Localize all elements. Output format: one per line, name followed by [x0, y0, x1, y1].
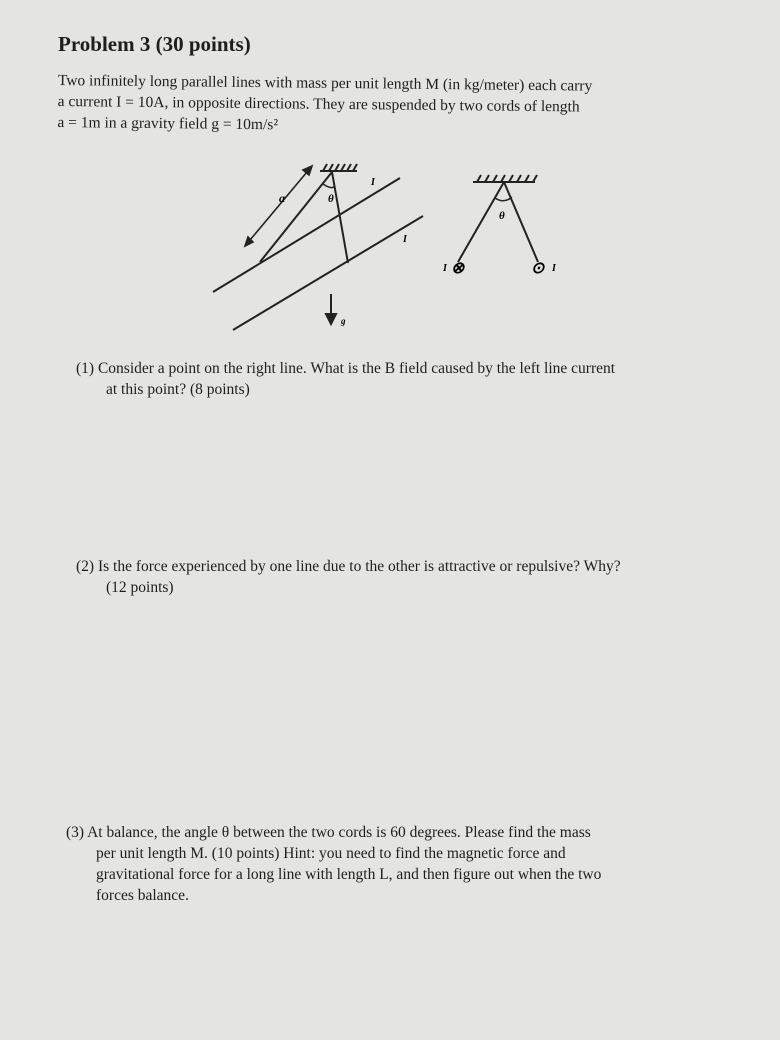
current-line-lower: [233, 216, 423, 330]
problem-intro: [57, 70, 708, 140]
question-number: (3): [66, 824, 85, 841]
question-text: Is the force experienced by one line due to the other is attractive or repulsive? Why?: [97, 558, 621, 575]
label-I-dot: I: [552, 263, 556, 274]
intro-line: Two infinitely long parallel lines with mass per unit length M (in kg/meter) each carry: [57, 71, 593, 95]
label-theta-right: θ: [499, 210, 505, 222]
ceiling-hatch-right: [473, 175, 537, 182]
gravity-arrow: [326, 294, 336, 324]
question-number: (1): [76, 360, 95, 377]
current-line-upper: [213, 178, 400, 292]
question-number: (2): [76, 558, 95, 575]
problem-title: Problem 3 (30 points): [58, 32, 251, 56]
label-g: g: [341, 316, 346, 326]
dimension-arrow-a: [245, 166, 312, 246]
label-theta-left: θ: [328, 193, 334, 205]
question-text: at this point? (8 points): [106, 381, 250, 398]
question-text: (12 points): [106, 579, 174, 596]
label-I-lower: I: [403, 234, 407, 245]
question-text: Consider a point on the right line. What is the B field caused by the left line current: [97, 360, 616, 377]
question-text: At balance, the angle θ between the two cords is 60 degrees. Please find the mass: [87, 824, 591, 841]
intro-line: a = 1m in a gravity field g = 10m/s²: [57, 113, 279, 134]
intro-line: a current I = 10A, in opposite directions. They are suspended by two cords of length: [57, 92, 580, 116]
ceiling-hatch-left: [320, 164, 357, 171]
label-I-upper: I: [371, 177, 375, 188]
question-text: gravitational force for a long line with length L, and then figure out when the two: [96, 866, 602, 883]
side-cord-left: [458, 182, 504, 262]
label-a: a: [279, 191, 285, 205]
current-out-of-page-icon: ⊙: [531, 260, 545, 277]
side-cord-right: [504, 182, 538, 262]
question-2: [76, 556, 726, 598]
question-3: [66, 822, 726, 906]
angle-arc-right: [495, 197, 512, 201]
label-I-cross: I: [443, 263, 447, 274]
current-into-page-icon: ⊗: [451, 260, 465, 277]
physics-figure: [195, 150, 575, 340]
question-text: per unit length M. (10 points) Hint: you need to find the magnetic force and: [96, 845, 566, 862]
question-text: forces balance.: [96, 887, 189, 904]
question-1: [76, 358, 716, 400]
